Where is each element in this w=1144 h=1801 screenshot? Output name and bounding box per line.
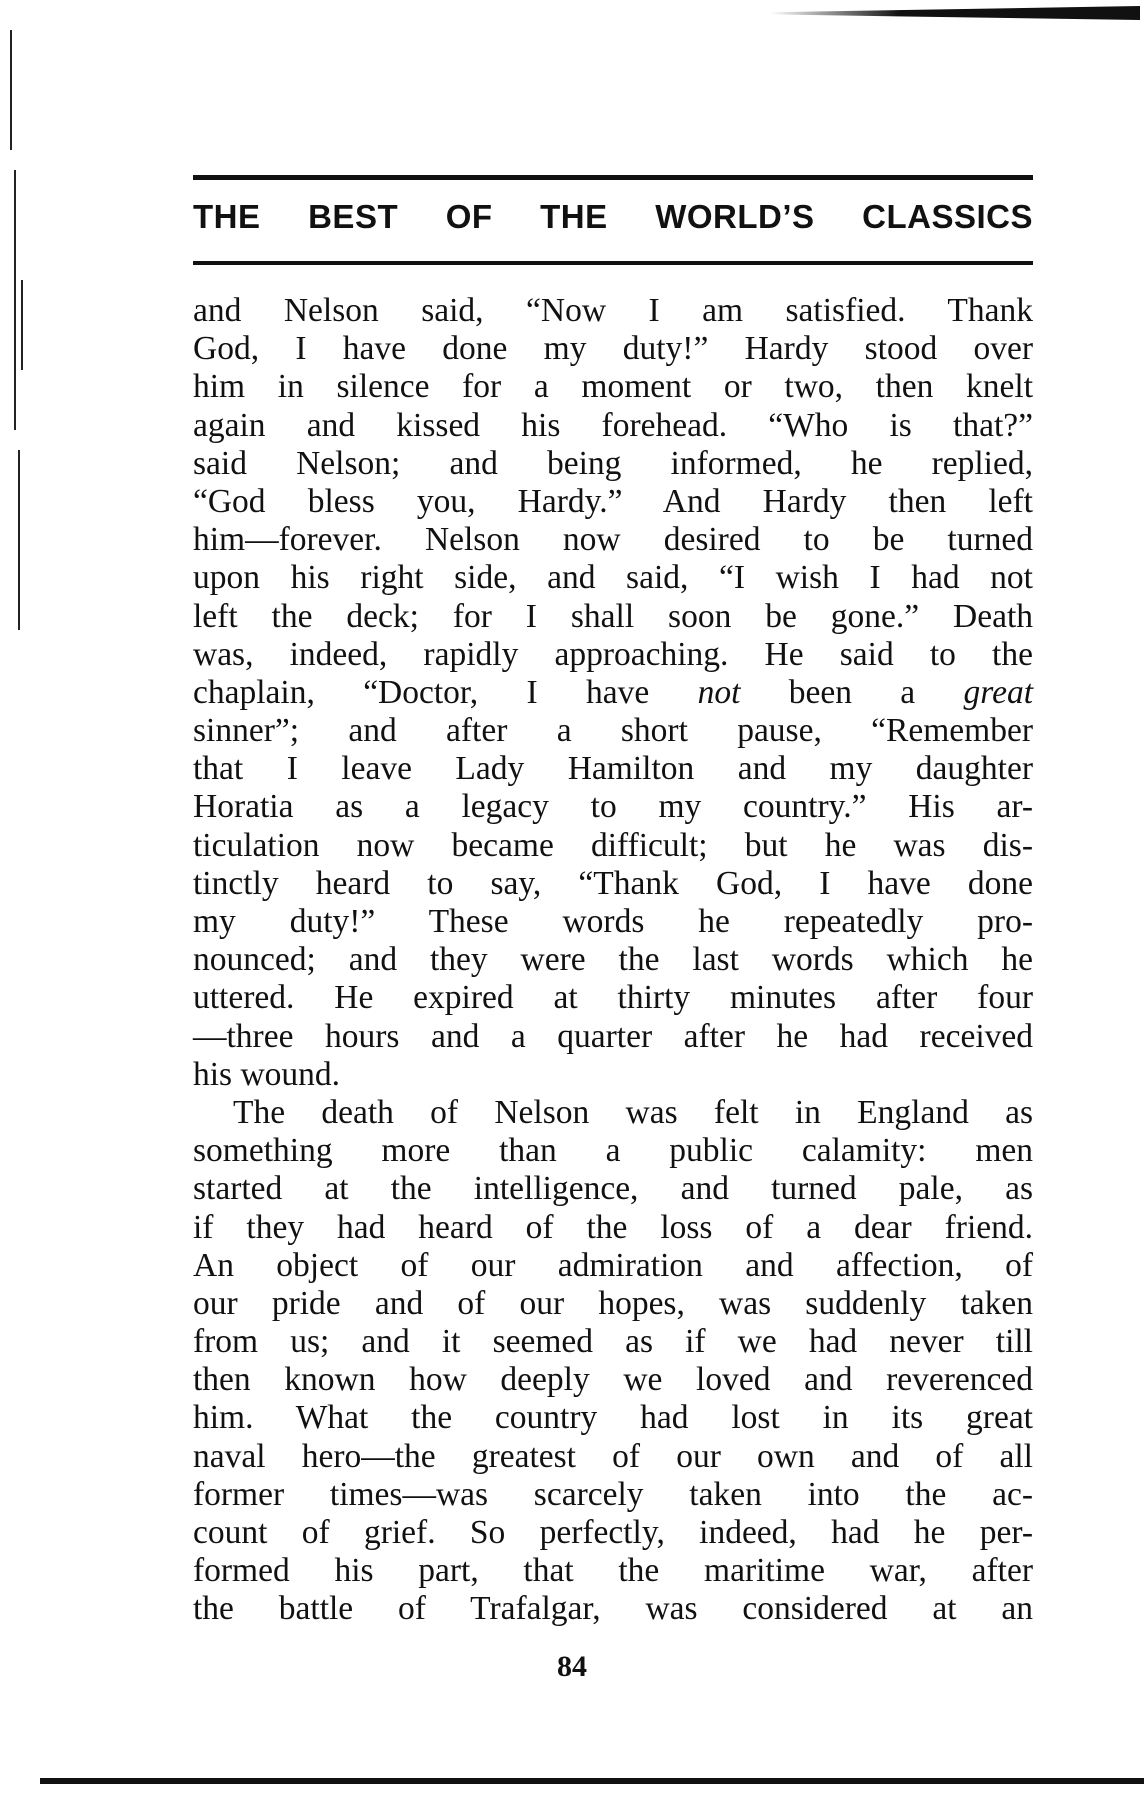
running-head: THE BEST OF THE WORLD’S CLASSICS — [193, 198, 1033, 235]
text-line: naval hero—the greatest of our own and of all — [193, 1437, 1033, 1475]
text-line: him in silence for a moment or two, then knelt — [193, 368, 1033, 406]
text-line: from us; and it seemed as if we had never till — [193, 1323, 1033, 1361]
text-line: An object of our admiration and affection, of — [193, 1246, 1033, 1284]
text-line: upon his right side, and said, “I wish I had not — [193, 559, 1033, 597]
paragraph-1 — [193, 292, 1033, 1094]
body-text — [193, 292, 1033, 1629]
text-line: tinctly heard to say, “Thank God, I have done — [193, 864, 1033, 902]
text-line: God, I have done my duty!” Hardy stood over — [193, 330, 1033, 368]
paragraph-2 — [193, 1094, 1033, 1629]
text-line: formed his part, that the maritime war, after — [193, 1552, 1033, 1590]
text-line: his wound. — [193, 1055, 341, 1093]
text-line: my duty!” These words he repeatedly pro- — [193, 903, 1033, 940]
scan-binding-edge — [8, 30, 26, 730]
text-line: started at the intelligence, and turned pale, as — [193, 1170, 1033, 1208]
scan-bottom-edge — [40, 1778, 1144, 1784]
text-line: uttered. He expired at thirty minutes after four — [193, 979, 1033, 1017]
text-line: chaplain, “Doctor, I have not been a great — [193, 673, 1034, 711]
text-line: sinner”; and after a short pause, “Remember — [193, 712, 1033, 750]
text-line: and Nelson said, “Now I am satisfied. Thank — [193, 292, 1033, 329]
text-line: if they had heard of the loss of a dear friend. — [193, 1208, 1033, 1246]
text-line: former times—was scarcely taken into the ac- — [193, 1475, 1033, 1513]
text-line: that I leave Lady Hamilton and my daughter — [193, 750, 1033, 788]
scan-top-edge-mark — [770, 6, 1140, 20]
text-line: our pride and of our hopes, was suddenly taken — [193, 1284, 1033, 1322]
text-line: him—forever. Nelson now desired to be turned — [193, 521, 1033, 559]
text-line: again and kissed his forehead. “Who is that?” — [193, 406, 1033, 444]
text-line: The death of Nelson was felt in England as — [233, 1093, 1033, 1131]
text-line: him. What the country had lost in its great — [193, 1399, 1033, 1437]
text-line: ticulation now became difficult; but he was dis- — [193, 826, 1033, 864]
header-rule-top — [193, 175, 1033, 180]
header-rule-bottom — [193, 261, 1033, 265]
text-line: —three hours and a quarter after he had received — [193, 1017, 1033, 1055]
page-number: 84 — [557, 1650, 587, 1683]
text-line: count of grief. So perfectly, indeed, had he per- — [193, 1514, 1033, 1551]
text-line: “God bless you, Hardy.” And Hardy then left — [193, 482, 1033, 520]
text-line: then known how deeply we loved and reverenced — [193, 1361, 1033, 1399]
text-line: left the deck; for I shall soon be gone.” Death — [193, 597, 1033, 635]
text-line: was, indeed, rapidly approaching. He said to the — [193, 635, 1033, 673]
text-line: something more than a public calamity: men — [193, 1132, 1033, 1170]
text-line: Horatia as a legacy to my country.” His ar- — [193, 788, 1033, 826]
text-line: nounced; and they were the last words which he — [193, 941, 1033, 979]
text-line: the battle of Trafalgar, was considered at an — [193, 1590, 1033, 1628]
text-line: said Nelson; and being informed, he replied, — [193, 444, 1033, 482]
